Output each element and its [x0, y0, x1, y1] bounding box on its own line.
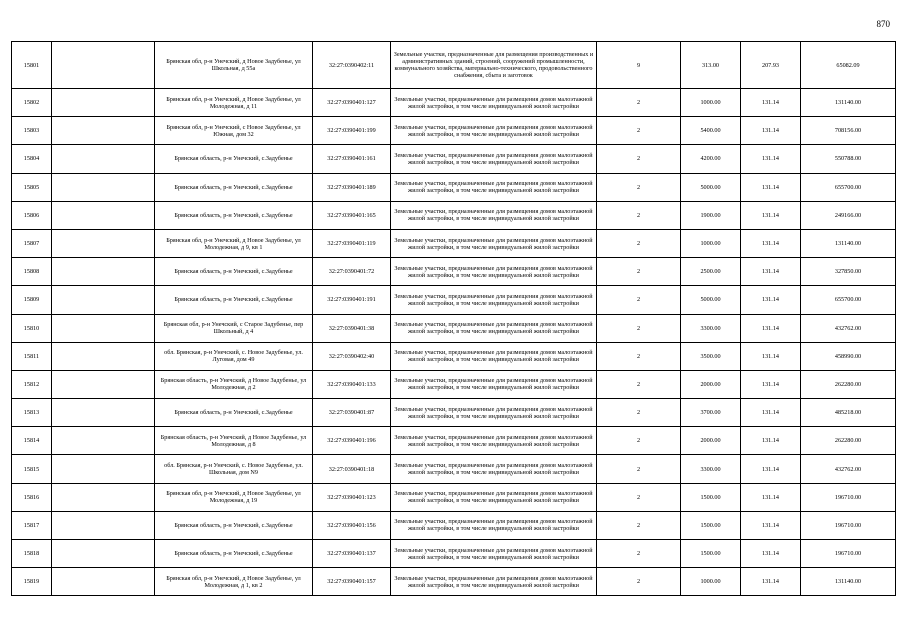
empty-cell	[52, 399, 155, 427]
specific-value-cell: 207.93	[741, 42, 801, 89]
row-id: 15808	[12, 258, 52, 286]
empty-cell	[52, 117, 155, 145]
cadastral-number-cell: 32:27:0390401:196	[313, 427, 391, 455]
area-cell: 1900.00	[681, 201, 741, 229]
specific-value-cell: 131.14	[741, 229, 801, 257]
use-group-cell: 2	[597, 399, 681, 427]
land-use-cell: Земельные участки, предназначенные для размещения домов малоэтажной жилой застройки, в том числе индивидуальной жилой застройки	[391, 342, 597, 370]
cadastral-value-cell: 432762.00	[801, 314, 896, 342]
cadastral-value-cell: 131140.00	[801, 229, 896, 257]
land-use-cell: Земельные участки, предназначенные для размещения домов малоэтажной жилой застройки, в том числе индивидуальной жилой застройки	[391, 117, 597, 145]
cadastral-value-cell: 262280.00	[801, 427, 896, 455]
address-cell: Брянская область, р-н Унечский, с.Задубенье	[155, 540, 313, 568]
land-use-cell: Земельные участки, предназначенные для размещения производственных и административных зданий, строений, сооружений промышленности, коммунального хозяйства, материально-технического, продовольственного снабжения, сбыта и заготовок	[391, 42, 597, 89]
area-cell: 1000.00	[681, 229, 741, 257]
land-use-cell: Земельные участки, предназначенные для размещения домов малоэтажной жилой застройки, в том числе индивидуальной жилой застройки	[391, 399, 597, 427]
land-use-cell: Земельные участки, предназначенные для размещения домов малоэтажной жилой застройки, в том числе индивидуальной жилой застройки	[391, 145, 597, 173]
specific-value-cell: 131.14	[741, 286, 801, 314]
table-row	[12, 145, 896, 173]
empty-cell	[52, 342, 155, 370]
table-row	[12, 511, 896, 539]
use-group-cell: 2	[597, 89, 681, 117]
table-row	[12, 117, 896, 145]
specific-value-cell: 131.14	[741, 483, 801, 511]
specific-value-cell: 131.14	[741, 370, 801, 398]
address-cell: Брянская обл, р-н Унечский, д Новое Задубенье, ул Молодежная, д 19	[155, 483, 313, 511]
cadastral-value-cell: 458990.00	[801, 342, 896, 370]
address-cell: Брянская область, р-н Унечский, с.Задубенье	[155, 258, 313, 286]
land-use-cell: Земельные участки, предназначенные для размещения домов малоэтажной жилой застройки, в том числе индивидуальной жилой застройки	[391, 370, 597, 398]
cadastral-number-cell: 32:27:0390401:123	[313, 483, 391, 511]
cadastral-value-cell: 327850.00	[801, 258, 896, 286]
empty-cell	[52, 258, 155, 286]
row-id: 15812	[12, 370, 52, 398]
row-id: 15806	[12, 201, 52, 229]
land-use-cell: Земельные участки, предназначенные для размещения домов малоэтажной жилой застройки, в том числе индивидуальной жилой застройки	[391, 229, 597, 257]
table-row	[12, 173, 896, 201]
empty-cell	[52, 455, 155, 483]
address-cell: Брянская обл, р-н Унечский, д Новое Задубенье, ул Молодежная, д 11	[155, 89, 313, 117]
cadastral-value-table	[11, 41, 896, 596]
use-group-cell: 2	[597, 117, 681, 145]
table-row	[12, 399, 896, 427]
empty-cell	[52, 427, 155, 455]
use-group-cell: 2	[597, 229, 681, 257]
use-group-cell: 2	[597, 483, 681, 511]
address-cell: Брянская область, р-н Унечский, с.Задубенье	[155, 286, 313, 314]
row-id: 15811	[12, 342, 52, 370]
cadastral-number-cell: 32:27:0390401:199	[313, 117, 391, 145]
table-row	[12, 342, 896, 370]
specific-value-cell: 131.14	[741, 399, 801, 427]
area-cell: 1500.00	[681, 483, 741, 511]
use-group-cell: 2	[597, 455, 681, 483]
row-id: 15802	[12, 89, 52, 117]
empty-cell	[52, 145, 155, 173]
cadastral-number-cell: 32:27:0390401:72	[313, 258, 391, 286]
land-use-cell: Земельные участки, предназначенные для размещения домов малоэтажной жилой застройки, в том числе индивидуальной жилой застройки	[391, 89, 597, 117]
area-cell: 3700.00	[681, 399, 741, 427]
cadastral-number-cell: 32:27:0390401:157	[313, 568, 391, 596]
table-row	[12, 42, 896, 89]
table-row	[12, 229, 896, 257]
address-cell: Брянская область, р-н Унечский, с.Задубенье	[155, 173, 313, 201]
area-cell: 3500.00	[681, 342, 741, 370]
specific-value-cell: 131.14	[741, 427, 801, 455]
address-cell: Брянская обл, р-н Унечский, д Новое Задубенье, ул Школьная, д 55а	[155, 42, 313, 89]
specific-value-cell: 131.14	[741, 89, 801, 117]
cadastral-number-cell: 32:27:0390401:189	[313, 173, 391, 201]
use-group-cell: 2	[597, 314, 681, 342]
empty-cell	[52, 229, 155, 257]
row-id: 15814	[12, 427, 52, 455]
use-group-cell: 2	[597, 145, 681, 173]
cadastral-value-cell: 262280.00	[801, 370, 896, 398]
cadastral-number-cell: 32:27:0390401:133	[313, 370, 391, 398]
cadastral-number-cell: 32:27:0390401:127	[313, 89, 391, 117]
address-cell: обл. Брянская, р-н Унечский, с. Новое Задубенье, ул. Школьная, дом N9	[155, 455, 313, 483]
address-cell: обл. Брянская, р-н Унечский, с. Новое Задубенье, ул. Луговая, дом 49	[155, 342, 313, 370]
area-cell: 5000.00	[681, 286, 741, 314]
table-row	[12, 568, 896, 596]
cadastral-number-cell: 32:27:0390402:40	[313, 342, 391, 370]
use-group-cell: 2	[597, 511, 681, 539]
table-row	[12, 286, 896, 314]
specific-value-cell: 131.14	[741, 314, 801, 342]
cadastral-number-cell: 32:27:0390402:11	[313, 42, 391, 89]
specific-value-cell: 131.14	[741, 511, 801, 539]
row-id: 15813	[12, 399, 52, 427]
cadastral-number-cell: 32:27:0390401:165	[313, 201, 391, 229]
cadastral-number-cell: 32:27:0390401:137	[313, 540, 391, 568]
cadastral-value-cell: 65082.09	[801, 42, 896, 89]
row-id: 15817	[12, 511, 52, 539]
cadastral-number-cell: 32:27:0390401:119	[313, 229, 391, 257]
empty-cell	[52, 568, 155, 596]
empty-cell	[52, 370, 155, 398]
use-group-cell: 2	[597, 540, 681, 568]
empty-cell	[52, 173, 155, 201]
address-cell: Брянская область, р-н Унечский, д Новое Задубенье, ул Молодежная, д 8	[155, 427, 313, 455]
cadastral-value-cell: 655700.00	[801, 286, 896, 314]
table-row	[12, 258, 896, 286]
area-cell: 1000.00	[681, 89, 741, 117]
land-use-cell: Земельные участки, предназначенные для размещения домов малоэтажной жилой застройки, в том числе индивидуальной жилой застройки	[391, 201, 597, 229]
use-group-cell: 2	[597, 286, 681, 314]
specific-value-cell: 131.14	[741, 173, 801, 201]
cadastral-value-cell: 432762.00	[801, 455, 896, 483]
specific-value-cell: 131.14	[741, 455, 801, 483]
land-use-cell: Земельные участки, предназначенные для размещения домов малоэтажной жилой застройки, в том числе индивидуальной жилой застройки	[391, 540, 597, 568]
specific-value-cell: 131.14	[741, 201, 801, 229]
cadastral-number-cell: 32:27:0390401:156	[313, 511, 391, 539]
empty-cell	[52, 286, 155, 314]
area-cell: 2500.00	[681, 258, 741, 286]
area-cell: 1500.00	[681, 540, 741, 568]
use-group-cell: 2	[597, 568, 681, 596]
use-group-cell: 2	[597, 427, 681, 455]
row-id: 15801	[12, 42, 52, 89]
land-use-cell: Земельные участки, предназначенные для размещения домов малоэтажной жилой застройки, в том числе индивидуальной жилой застройки	[391, 568, 597, 596]
specific-value-cell: 131.14	[741, 342, 801, 370]
area-cell: 313.00	[681, 42, 741, 89]
cadastral-value-cell: 249166.00	[801, 201, 896, 229]
address-cell: Брянская область, р-н Унечский, с.Задубенье	[155, 201, 313, 229]
cadastral-value-cell: 550788.00	[801, 145, 896, 173]
area-cell: 5400.00	[681, 117, 741, 145]
table-row	[12, 483, 896, 511]
empty-cell	[52, 201, 155, 229]
land-use-cell: Земельные участки, предназначенные для размещения домов малоэтажной жилой застройки, в том числе индивидуальной жилой застройки	[391, 286, 597, 314]
address-cell: Брянская область, р-н Унечский, с.Задубенье	[155, 399, 313, 427]
area-cell: 5000.00	[681, 173, 741, 201]
row-id: 15809	[12, 286, 52, 314]
land-use-cell: Земельные участки, предназначенные для размещения домов малоэтажной жилой застройки, в том числе индивидуальной жилой застройки	[391, 455, 597, 483]
use-group-cell: 2	[597, 342, 681, 370]
row-id: 15815	[12, 455, 52, 483]
use-group-cell: 2	[597, 201, 681, 229]
specific-value-cell: 131.14	[741, 258, 801, 286]
address-cell: Брянская область, р-н Унечский, с.Задубенье	[155, 511, 313, 539]
cadastral-value-cell: 131140.00	[801, 89, 896, 117]
specific-value-cell: 131.14	[741, 145, 801, 173]
area-cell: 1500.00	[681, 511, 741, 539]
address-cell: Брянская обл, р-н Унечский, д Новое Задубенье, ул Молодежная, д 9, кв 1	[155, 229, 313, 257]
page-number: 870	[876, 19, 890, 29]
use-group-cell: 2	[597, 173, 681, 201]
specific-value-cell: 131.14	[741, 540, 801, 568]
cadastral-number-cell: 32:27:0390401:38	[313, 314, 391, 342]
area-cell: 3300.00	[681, 314, 741, 342]
address-cell: Брянская область, р-н Унечский, с.Задубенье	[155, 145, 313, 173]
empty-cell	[52, 89, 155, 117]
land-use-cell: Земельные участки, предназначенные для размещения домов малоэтажной жилой застройки, в том числе индивидуальной жилой застройки	[391, 427, 597, 455]
area-cell: 2000.00	[681, 370, 741, 398]
address-cell: Брянская область, р-н Унечский, д Новое Задубенье, ул Молодежная, д 2	[155, 370, 313, 398]
cadastral-number-cell: 32:27:0390401:191	[313, 286, 391, 314]
cadastral-value-cell: 485218.00	[801, 399, 896, 427]
table-row	[12, 370, 896, 398]
land-use-cell: Земельные участки, предназначенные для размещения домов малоэтажной жилой застройки, в том числе индивидуальной жилой застройки	[391, 173, 597, 201]
cadastral-value-cell: 196710.00	[801, 540, 896, 568]
empty-cell	[52, 540, 155, 568]
table-row	[12, 314, 896, 342]
cadastral-value-cell: 196710.00	[801, 511, 896, 539]
address-cell: Брянская обл, р-н Унечский, с Старое Задубенье, пер Школьный, д 4	[155, 314, 313, 342]
empty-cell	[52, 314, 155, 342]
land-use-cell: Земельные участки, предназначенные для размещения домов малоэтажной жилой застройки, в том числе индивидуальной жилой застройки	[391, 314, 597, 342]
empty-cell	[52, 511, 155, 539]
cadastral-value-cell: 655700.00	[801, 173, 896, 201]
table-row	[12, 455, 896, 483]
use-group-cell: 2	[597, 258, 681, 286]
cadastral-value-cell: 131140.00	[801, 568, 896, 596]
table-row	[12, 540, 896, 568]
cadastral-number-cell: 32:27:0390401:18	[313, 455, 391, 483]
area-cell: 4200.00	[681, 145, 741, 173]
specific-value-cell: 131.14	[741, 117, 801, 145]
cadastral-number-cell: 32:27:0390401:87	[313, 399, 391, 427]
address-cell: Брянская обл, р-н Унечский, д Новое Задубенье, ул Молодежная, д 1, кв 2	[155, 568, 313, 596]
row-id: 15805	[12, 173, 52, 201]
specific-value-cell: 131.14	[741, 568, 801, 596]
area-cell: 1000.00	[681, 568, 741, 596]
address-cell: Брянская обл, р-н Унечский, с Новое Задубенье, ул Южная, дом 32	[155, 117, 313, 145]
empty-cell	[52, 483, 155, 511]
area-cell: 3300.00	[681, 455, 741, 483]
cadastral-value-cell: 196710.00	[801, 483, 896, 511]
use-group-cell: 2	[597, 370, 681, 398]
row-id: 15804	[12, 145, 52, 173]
area-cell: 2000.00	[681, 427, 741, 455]
land-use-cell: Земельные участки, предназначенные для размещения домов малоэтажной жилой застройки, в том числе индивидуальной жилой застройки	[391, 483, 597, 511]
row-id: 15803	[12, 117, 52, 145]
land-use-cell: Земельные участки, предназначенные для размещения домов малоэтажной жилой застройки, в том числе индивидуальной жилой застройки	[391, 511, 597, 539]
row-id: 15818	[12, 540, 52, 568]
row-id: 15816	[12, 483, 52, 511]
row-id: 15819	[12, 568, 52, 596]
table-row	[12, 427, 896, 455]
row-id: 15807	[12, 229, 52, 257]
empty-cell	[52, 42, 155, 89]
cadastral-number-cell: 32:27:0390401:161	[313, 145, 391, 173]
row-id: 15810	[12, 314, 52, 342]
table-row	[12, 89, 896, 117]
cadastral-value-cell: 708156.00	[801, 117, 896, 145]
table-row	[12, 201, 896, 229]
land-use-cell: Земельные участки, предназначенные для размещения домов малоэтажной жилой застройки, в том числе индивидуальной жилой застройки	[391, 258, 597, 286]
use-group-cell: 9	[597, 42, 681, 89]
